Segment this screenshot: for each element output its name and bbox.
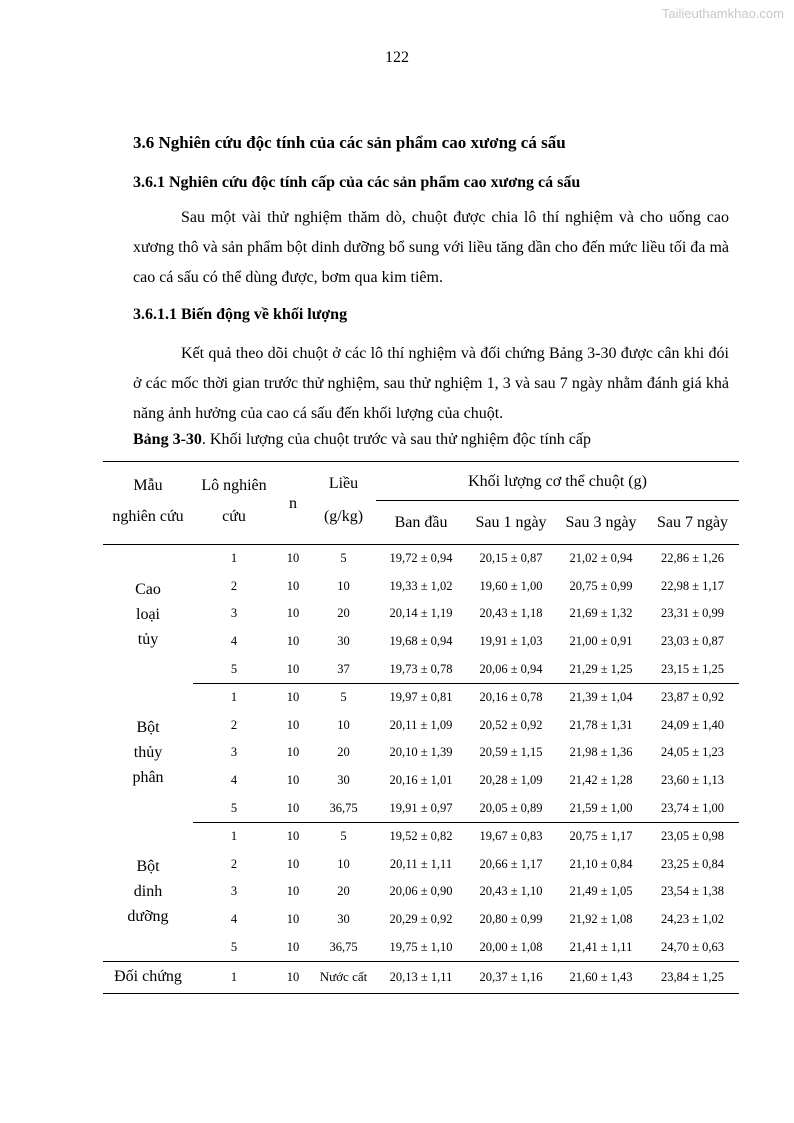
cell-lot: 2 xyxy=(230,717,238,732)
table-row xyxy=(103,739,739,767)
cell-n: 10 xyxy=(286,773,300,788)
table-caption xyxy=(133,431,591,449)
cell-dose: 10 xyxy=(337,578,350,593)
table-row xyxy=(103,878,739,906)
table-caption-text: . Khối lượng của chuột trước và sau thử nghiệm độc tính cấp xyxy=(201,431,591,448)
cell-day3: 21,60 ± 1,43 xyxy=(556,961,646,993)
cell-lot: 2 xyxy=(230,578,238,593)
cell-dose: 30 xyxy=(337,773,350,788)
page-number: 122 xyxy=(385,49,409,66)
header-dose xyxy=(311,462,376,545)
cell-lot: 5 xyxy=(230,661,238,676)
weight-table xyxy=(103,461,739,994)
cell-day7: 23,54 ± 1,38 xyxy=(660,884,725,899)
header-lot xyxy=(193,462,275,545)
cell-lot: 5 xyxy=(230,939,238,954)
cell-n: 10 xyxy=(286,939,300,954)
cell-day7: 23,31 ± 0,99 xyxy=(660,606,725,621)
table-row xyxy=(103,851,739,879)
header-row-1 xyxy=(103,462,739,501)
group-name-line: dinh xyxy=(133,883,163,901)
paragraph-intro: Sau một vài thử nghiệm thăm dò, chuột được chia lô thí nghiệm và cho uống cao xương thô và sản phẩm bột dinh dưỡng bổ sung với liều tăng dần cho đến mức liều tối đa mà cao cá sấu có thể dùng được, bơm qua kim tiêm. xyxy=(133,209,729,286)
cell-day1: 20,05 ± 0,89 xyxy=(479,800,543,815)
cell-day7: 23,15 ± 1,25 xyxy=(660,661,725,676)
group-name-line: Cao xyxy=(135,580,161,598)
header-sample-line2: nghiên cứu xyxy=(112,508,184,525)
cell-day1: 20,06 ± 0,94 xyxy=(479,661,543,676)
cell-n: 10 xyxy=(275,545,311,573)
cell-dose: 36,75 xyxy=(329,939,358,954)
group-name-line: loại xyxy=(136,605,160,623)
cell-day1: 19,60 ± 1,00 xyxy=(479,578,543,593)
group-name-line: Bột xyxy=(136,858,160,876)
cell-initial: 20,11 ± 1,09 xyxy=(389,717,453,732)
group-name xyxy=(103,545,193,684)
header-weight-group: Khối lượng cơ thể chuột (g) xyxy=(376,462,739,501)
header-lot-line1: Lô nghiên xyxy=(201,477,267,494)
subsubsection-heading: 3.6.1.1 Biến động về khối lượng xyxy=(133,306,348,323)
cell-dose: 10 xyxy=(337,717,350,732)
cell-lot: 3 xyxy=(230,745,238,760)
cell-lot: 1 xyxy=(193,961,275,993)
table-row xyxy=(103,906,739,934)
cell-dose: 30 xyxy=(337,634,350,649)
cell-n: 10 xyxy=(286,884,300,899)
cell-day3: 21,42 ± 1,28 xyxy=(569,773,633,788)
cell-n: 10 xyxy=(286,745,300,760)
cell-day7: 24,23 ± 1,02 xyxy=(660,912,725,927)
cell-n: 10 xyxy=(275,683,311,711)
table-row xyxy=(103,573,739,601)
group-name-line: thủy xyxy=(133,744,163,762)
cell-day3: 21,29 ± 1,25 xyxy=(569,661,633,676)
cell-n: 10 xyxy=(286,606,300,621)
cell-day3: 21,41 ± 1,11 xyxy=(569,939,633,954)
table-row xyxy=(103,683,739,711)
cell-dose: 5 xyxy=(311,545,376,573)
header-sample xyxy=(103,462,193,545)
header-day7: Sau 7 ngày xyxy=(656,514,729,531)
table-row xyxy=(103,822,739,850)
cell-initial: 19,72 ± 0,94 xyxy=(376,545,466,573)
header-sample-line1: Mẫu xyxy=(133,477,163,494)
cell-lot: 5 xyxy=(230,800,238,815)
header-lot-line2: cứu xyxy=(222,508,246,525)
cell-initial: 20,29 ± 0,92 xyxy=(389,912,453,927)
table-row xyxy=(103,655,739,683)
cell-day7: 23,74 ± 1,00 xyxy=(660,800,725,815)
cell-n: 10 xyxy=(275,822,311,850)
group-name-line: tủy xyxy=(137,630,159,648)
cell-day3: 21,92 ± 1,08 xyxy=(569,912,633,927)
header-initial: Ban đầu xyxy=(394,514,448,531)
header-dose-line1: Liều xyxy=(328,475,359,492)
group-name-line: Bột xyxy=(136,719,160,737)
cell-day3: 21,02 ± 0,94 xyxy=(556,545,646,573)
cell-initial: 19,68 ± 0,94 xyxy=(389,634,453,649)
cell-day1: 20,00 ± 1,08 xyxy=(479,939,543,954)
table-row xyxy=(103,933,739,961)
cell-n: 10 xyxy=(286,856,300,871)
section-heading: 3.6 Nghiên cứu độc tính của các sản phẩm cao xương cá sấu xyxy=(133,133,566,152)
cell-dose: 30 xyxy=(337,912,350,927)
table-caption-label: Bảng 3-30 xyxy=(133,431,202,448)
cell-day7: 23,84 ± 1,25 xyxy=(646,961,739,993)
cell-day1: 20,15 ± 0,87 xyxy=(466,545,556,573)
cell-lot: 4 xyxy=(230,773,238,788)
table-row xyxy=(103,545,739,573)
cell-dose: 5 xyxy=(311,683,376,711)
cell-lot: 3 xyxy=(230,606,238,621)
cell-lot: 3 xyxy=(230,884,238,899)
cell-dose: 20 xyxy=(337,884,350,899)
cell-initial: 20,10 ± 1,39 xyxy=(389,745,453,760)
cell-day7: 23,87 ± 0,92 xyxy=(646,683,739,711)
cell-dose: 10 xyxy=(337,856,350,871)
table-row xyxy=(103,600,739,628)
cell-day1: 20,16 ± 0,78 xyxy=(466,683,556,711)
cell-day3: 20,75 ± 0,99 xyxy=(569,578,633,593)
cell-lot: 1 xyxy=(193,683,275,711)
cell-initial: 19,91 ± 0,97 xyxy=(389,800,453,815)
cell-initial: 20,13 ± 1,11 xyxy=(376,961,466,993)
cell-dose: 20 xyxy=(337,606,350,621)
paragraph-results: Kết quả theo dõi chuột ở các lô thí nghiệm và đối chứng Bảng 3-30 được cân khi đói ở các mốc thời gian trước thử nghiệm, sau thử nghiệm 1, 3 và sau 7 ngày nhằm đánh giá khả năng ảnh hưởng của cao cá sấu đến khối lượng của chuột. xyxy=(133,345,729,422)
cell-initial: 19,52 ± 0,82 xyxy=(376,822,466,850)
cell-initial: 20,16 ± 1,01 xyxy=(389,773,453,788)
cell-day7: 22,98 ± 1,17 xyxy=(660,578,725,593)
cell-initial: 19,75 ± 1,10 xyxy=(389,939,453,954)
cell-day3: 21,69 ± 1,32 xyxy=(569,606,633,621)
cell-day1: 20,52 ± 0,92 xyxy=(479,717,543,732)
cell-lot: 2 xyxy=(230,856,238,871)
cell-n: 10 xyxy=(286,800,300,815)
watermark: Tailieuthamkhao.com xyxy=(661,6,784,21)
cell-day3: 21,59 ± 1,00 xyxy=(569,800,633,815)
cell-lot: 4 xyxy=(230,634,238,649)
header-day3: Sau 3 ngày xyxy=(565,514,637,531)
cell-dose: 37 xyxy=(337,661,350,676)
cell-day7: 23,05 ± 0,98 xyxy=(646,822,739,850)
group-name xyxy=(103,822,193,961)
cell-day7: 24,05 ± 1,23 xyxy=(660,745,725,760)
cell-n: 10 xyxy=(286,634,300,649)
header-day1: Sau 1 ngày xyxy=(475,514,547,531)
cell-lot: 4 xyxy=(230,912,238,927)
cell-day3: 21,00 ± 0,91 xyxy=(569,634,633,649)
cell-day3: 21,78 ± 1,31 xyxy=(569,717,633,732)
cell-initial: 19,97 ± 0,81 xyxy=(376,683,466,711)
cell-n: 10 xyxy=(286,717,300,732)
subsection-heading: 3.6.1 Nghiên cứu độc tính cấp của các sản phẩm cao xương cá sấu xyxy=(133,174,581,191)
cell-n: 10 xyxy=(286,578,300,593)
cell-day1: 19,91 ± 1,03 xyxy=(479,634,543,649)
cell-day3: 21,10 ± 0,84 xyxy=(569,856,633,871)
cell-day1: 20,59 ± 1,15 xyxy=(479,745,543,760)
cell-day3: 20,75 ± 1,17 xyxy=(556,822,646,850)
cell-dose: 5 xyxy=(311,822,376,850)
cell-lot: 1 xyxy=(193,822,275,850)
cell-n: 10 xyxy=(275,961,311,993)
group-name-line: dưỡng xyxy=(127,908,169,926)
header-dose-line2: (g/kg) xyxy=(323,508,364,525)
cell-lot: 1 xyxy=(193,545,275,573)
table-row-control xyxy=(103,961,739,993)
cell-n: 10 xyxy=(286,661,300,676)
cell-dose: Nước cất xyxy=(311,961,376,993)
table-row xyxy=(103,628,739,656)
cell-initial: 19,33 ± 1,02 xyxy=(389,578,453,593)
cell-initial: 20,06 ± 0,90 xyxy=(389,884,453,899)
cell-day3: 21,98 ± 1,36 xyxy=(569,745,633,760)
cell-n: 10 xyxy=(286,912,300,927)
table-row xyxy=(103,767,739,795)
cell-initial: 20,11 ± 1,11 xyxy=(389,856,453,871)
cell-initial: 19,73 ± 0,78 xyxy=(389,661,453,676)
cell-day1: 20,80 ± 0,99 xyxy=(479,912,543,927)
control-name: Đối chứng xyxy=(103,961,193,993)
cell-dose: 36,75 xyxy=(329,800,358,815)
cell-day1: 20,28 ± 1,09 xyxy=(479,773,543,788)
cell-day1: 19,67 ± 0,83 xyxy=(466,822,556,850)
cell-initial: 20,14 ± 1,19 xyxy=(389,606,453,621)
header-n: n xyxy=(275,462,311,545)
cell-day7: 23,60 ± 1,13 xyxy=(660,773,725,788)
cell-day3: 21,39 ± 1,04 xyxy=(556,683,646,711)
cell-dose: 20 xyxy=(337,745,350,760)
cell-day1: 20,37 ± 1,16 xyxy=(466,961,556,993)
cell-day7: 22,86 ± 1,26 xyxy=(646,545,739,573)
table-row xyxy=(103,794,739,822)
group-name xyxy=(103,683,193,822)
cell-day7: 24,09 ± 1,40 xyxy=(660,717,725,732)
table-row xyxy=(103,712,739,740)
cell-day3: 21,49 ± 1,05 xyxy=(569,884,633,899)
cell-day1: 20,43 ± 1,18 xyxy=(479,606,543,621)
cell-day1: 20,66 ± 1,17 xyxy=(479,856,543,871)
cell-day7: 23,25 ± 0,84 xyxy=(660,856,725,871)
cell-day7: 24,70 ± 0,63 xyxy=(660,939,725,954)
group-name-line: phân xyxy=(132,769,164,787)
cell-day7: 23,03 ± 0,87 xyxy=(660,634,725,649)
cell-day1: 20,43 ± 1,10 xyxy=(479,884,543,899)
